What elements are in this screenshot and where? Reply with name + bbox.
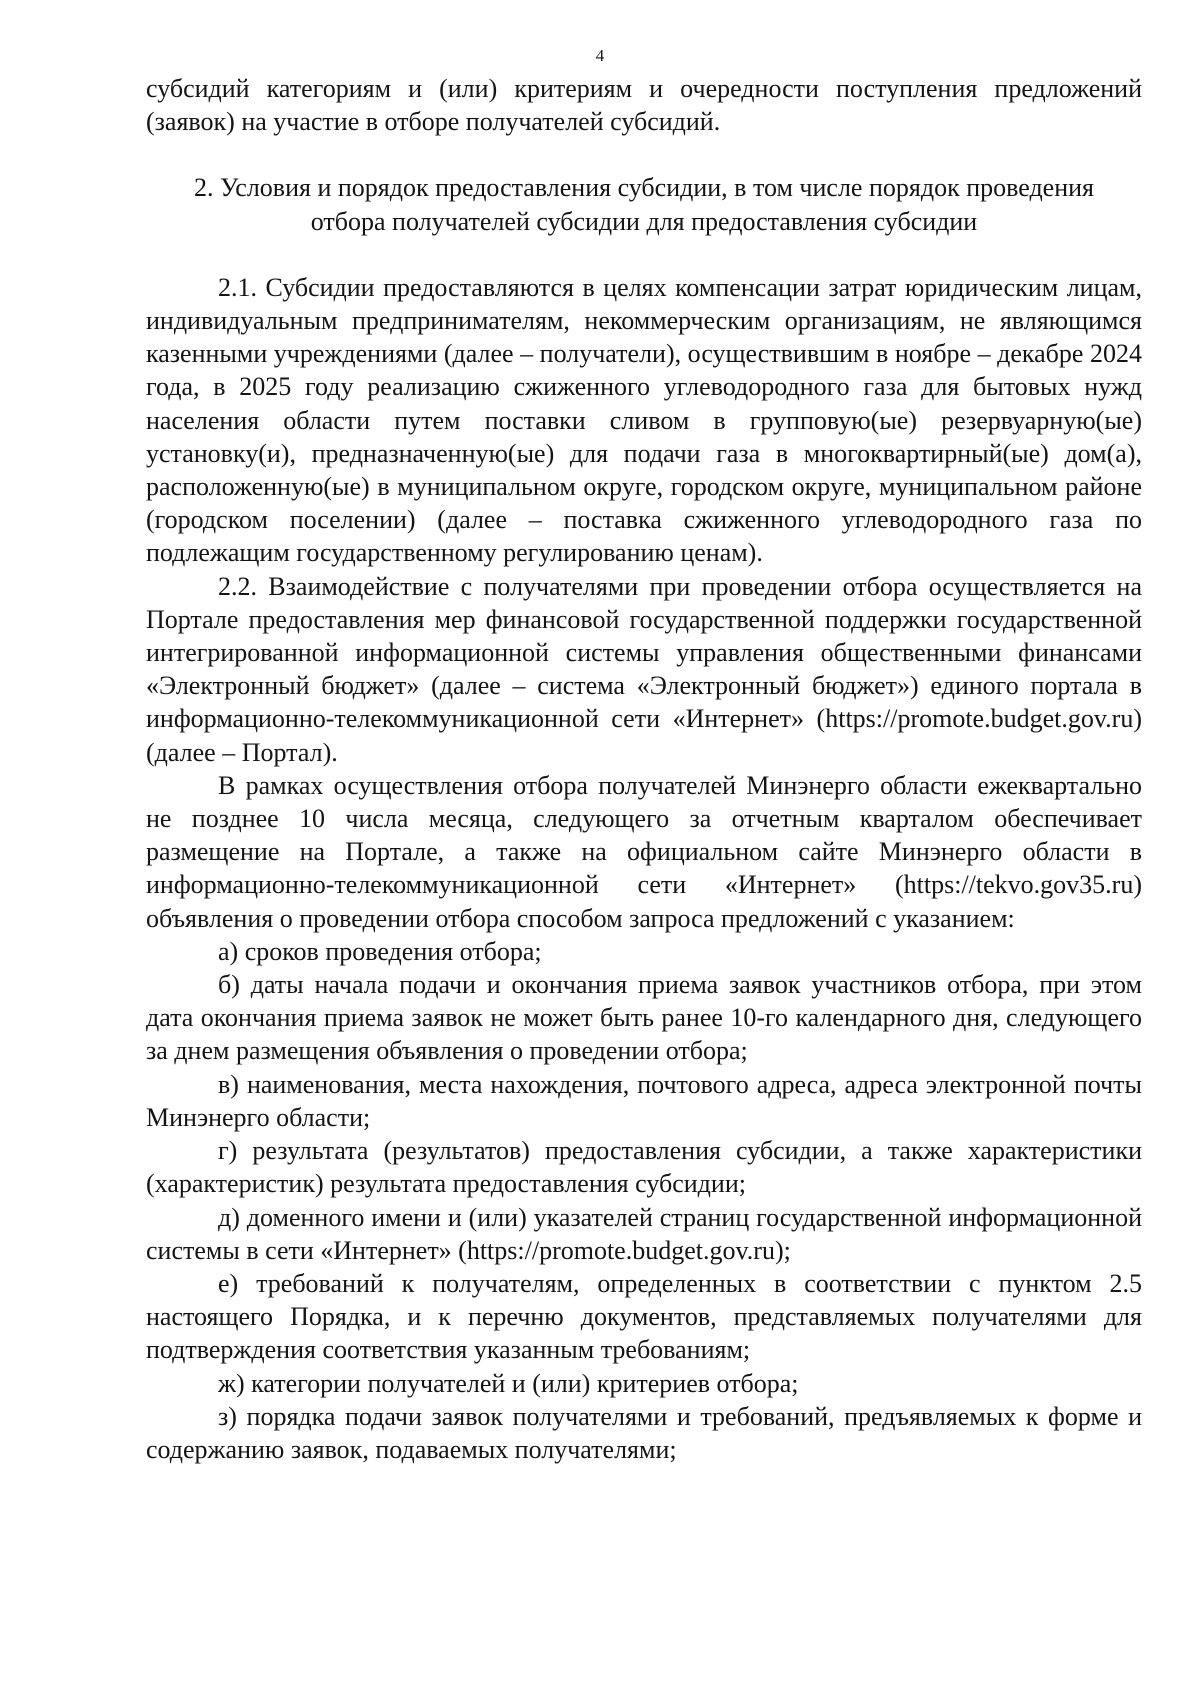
list-item-z: з) порядка подачи заявок получателями и требований, предъявляемых к форме и содержанию заявок, подаваемых получателями; (146, 1401, 1142, 1464)
paragraph-selection-announcement: В рамках осуществления отбора получателей Минэнерго области ежеквартально не позднее 10 числа месяца, следующего за отчетным кварталом обеспечивает размещение на Портале, а также на официальном сайте Минэнерго области в информационно-телекоммуникационной сети «Интернет» (https://tekvo.gov35.ru) объявления о проведении отбора способом запроса предложений с указанием: (146, 770, 1142, 933)
paragraph-2-1: 2.1. Субсидии предоставляются в целях компенсации затрат юридическим лицам, индивидуальным предпринимателям, некоммерческим организациям, не являющимся казенными учреждениями (далее – получатели), осуществившим в ноябре – декабре 2024 года, в 2025 году реализацию сжиженного углеводородного газа для бытовых нужд населения области путем поставки сливом в групповую(ые) резервуарную(ые) установку(и), предназначенную(ые) для подачи газа в многоквартирный(ые) дом(а), расположенную(ые) в муниципальном округе, городском округе, муниципальном районе (городском поселении) (далее – поставка сжиженного углеводородного газа по подлежащим государственному регулированию ценам). (146, 272, 1142, 568)
section-title-line-1: 2. Условия и порядок предоставления субсидии, в том числе порядок проведения (194, 173, 1094, 203)
list-item-g: г) результата (результатов) предоставления субсидии, а также характеристики (характеристик) результата предоставления субсидии; (146, 1136, 1142, 1199)
document-body (146, 72, 1142, 1466)
list-item-v: в) наименования, места нахождения, почтового адреса, адреса электронной почты Минэнерго области; (146, 1069, 1142, 1132)
paragraph-2-2: 2.2. Взаимодействие с получателями при проведении отбора осуществляется на Портале предоставления мер финансовой государственной поддержки государственной интегрированной информационной системы управления общественными финансами «Электронный бюджет» (далее – система «Электронный бюджет») единого портала в информационно-телекоммуникационной сети «Интернет» (https://promote.budget.gov.ru) (далее – Портал). (146, 571, 1142, 767)
page-number: 4 (595, 46, 605, 65)
list-item-d: д) доменного имени и (или) указателей страниц государственной информационной системы в сети «Интернет» (https://promote.budget.gov.ru); (146, 1202, 1142, 1265)
list-item-b: б) даты начала подачи и окончания приема заявок участников отбора, при этом дата окончания приема заявок не может быть ранее 10-го календарного дня, следующего за днем размещения объявления о проведении отбора; (146, 970, 1142, 1066)
list-item-a: а) сроков проведения отбора; (218, 936, 542, 966)
section-title-line-2: отбора получателей субсидии для предоставления субсидии (310, 206, 978, 236)
intro-paragraph: субсидий категориям и (или) критериям и очередности поступления предложений (заявок) на участие в отборе получателей субсидий. (146, 74, 1142, 137)
list-item-zh: ж) категории получателей и (или) критериев отбора; (218, 1368, 799, 1398)
list-item-e: е) требований к получателям, определенных в соответствии с пунктом 2.5 настоящего Порядка, и к перечню документов, представляемых получателями для подтверждения соответствия указанным требованиям; (146, 1268, 1142, 1365)
section-title (146, 171, 1142, 237)
